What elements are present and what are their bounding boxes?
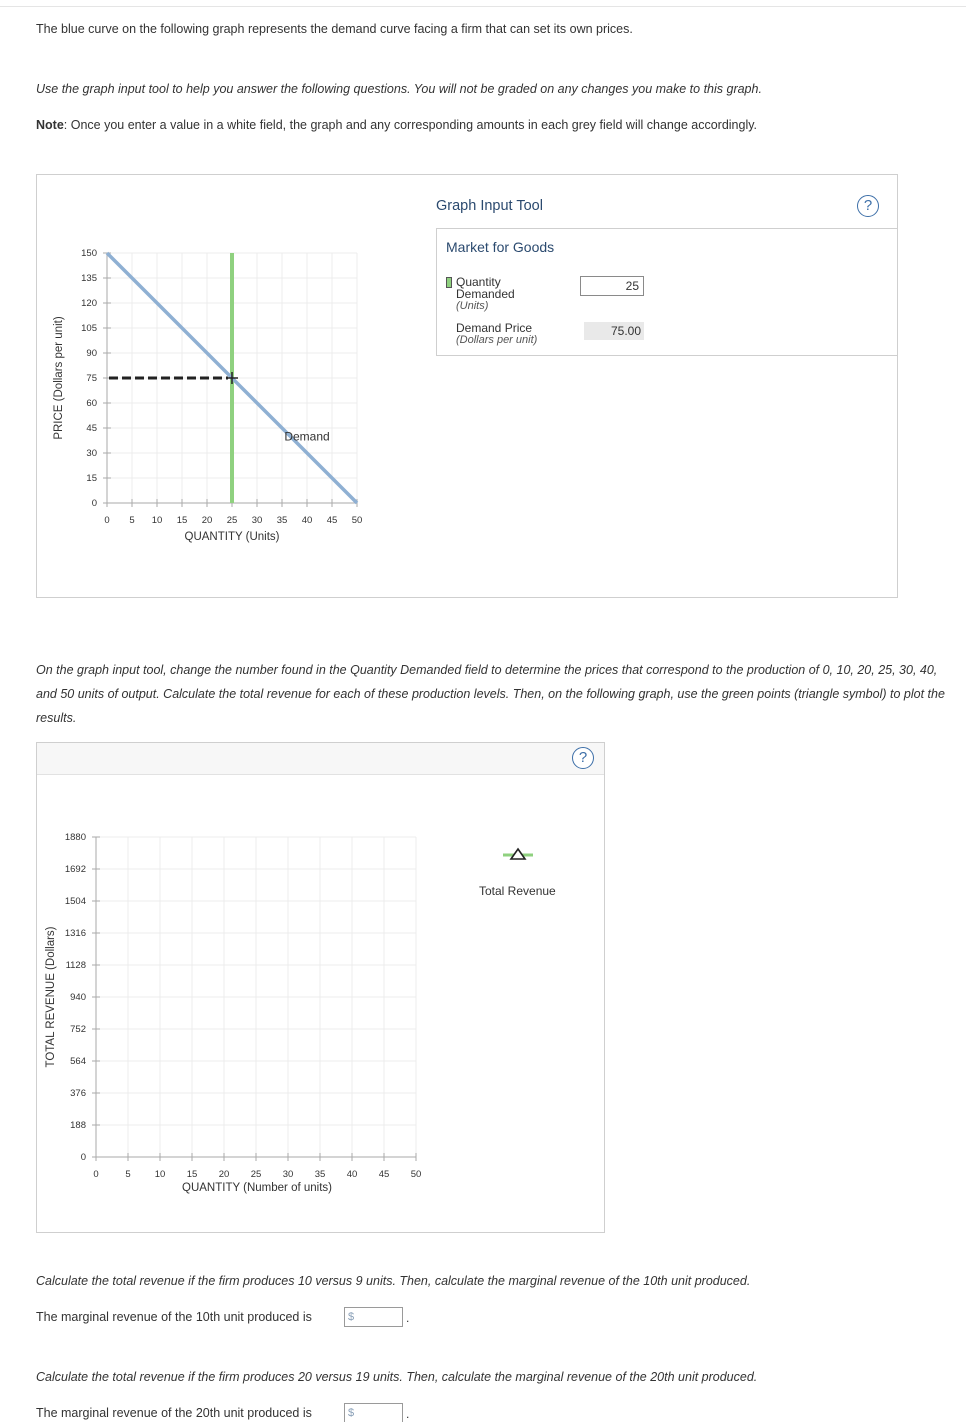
- y-tick-label: 105: [81, 323, 97, 334]
- tr-help-icon[interactable]: ?: [572, 747, 594, 769]
- x-tick-label: 50: [410, 1169, 422, 1180]
- y-tick-label: 15: [86, 473, 97, 484]
- x-tick-label: 10: [151, 515, 163, 526]
- x-tick-label: 45: [326, 515, 338, 526]
- y-tick-label: 1692: [64, 864, 86, 875]
- x-tick-label: 15: [186, 1169, 198, 1180]
- demand-curve-label: Demand: [284, 429, 330, 444]
- graph-input-tool-title: Graph Input Tool: [436, 198, 543, 214]
- y-tick-label: 940: [70, 992, 86, 1003]
- tr-tick-labels: [65, 832, 421, 1180]
- demand-price-unit: (Dollars per unit): [456, 334, 538, 346]
- note-text: [36, 118, 757, 132]
- y-tick-label: 0: [91, 498, 97, 509]
- y-tick-label: 135: [81, 273, 97, 284]
- x-tick-label: 35: [276, 515, 288, 526]
- y-tick-label: 752: [70, 1024, 86, 1035]
- y-tick-label: 1880: [64, 832, 86, 843]
- note-label: Note: [36, 118, 64, 132]
- demand-tick-labels: [81, 248, 362, 526]
- total-revenue-panel-header: [37, 743, 604, 775]
- y-tick-label: 60: [86, 398, 97, 409]
- tr-x-axis-label: QUANTITY (Number of units): [182, 1182, 332, 1194]
- x-tick-label: 20: [201, 515, 213, 526]
- x-tick-label: 0: [93, 1169, 99, 1180]
- tr-grid: [96, 837, 416, 1157]
- top-divider: [0, 6, 966, 7]
- demand-price-label: Demand Price: [456, 321, 533, 335]
- x-tick-label: 0: [104, 515, 110, 526]
- q1-answer-label: The marginal revenue of the 10th unit produced is: [36, 1310, 312, 1324]
- y-tick-label: 1316: [64, 928, 86, 939]
- demand-price-value: 75.00: [584, 322, 644, 340]
- tr-legend-label: Total Revenue: [479, 884, 556, 898]
- y-tick-label: 90: [86, 348, 97, 359]
- mr-20th-input[interactable]: $: [344, 1403, 403, 1422]
- y-tick-label: 150: [81, 248, 97, 259]
- x-tick-label: 10: [154, 1169, 166, 1180]
- tr-axes: [92, 837, 416, 1161]
- mr-10th-input[interactable]: $: [344, 1307, 403, 1327]
- x-tick-label: 30: [282, 1169, 294, 1180]
- x-tick-label: 40: [301, 515, 313, 526]
- quantity-unit: (Units): [456, 300, 489, 312]
- y-tick-label: 120: [81, 298, 97, 309]
- demand-x-axis-label: QUANTITY (Units): [184, 531, 280, 543]
- quantity-label-line1: Quantity: [456, 275, 501, 289]
- y-tick-label: 75: [86, 373, 97, 384]
- help-icon[interactable]: ?: [857, 195, 879, 217]
- y-tick-label: 1128: [65, 960, 86, 971]
- y-tick-label: 0: [80, 1152, 86, 1163]
- x-tick-label: 5: [129, 515, 135, 526]
- x-tick-label: 30: [251, 515, 263, 526]
- x-tick-label: 50: [351, 515, 363, 526]
- y-tick-label: 188: [70, 1120, 86, 1131]
- market-title: Market for Goods: [446, 239, 555, 255]
- plotting-instructions: On the graph input tool, change the number found in the Quantity Demanded field to determine the prices that correspond to the production of 0, 10, 20, 25, 30, 40, and 50 units of output. Calculate the total revenue for each of these production levels. Then, on the following graph, use the green points (triangle symbol) to plot the results.: [36, 663, 945, 725]
- x-tick-label: 35: [314, 1169, 326, 1180]
- x-tick-label: 25: [250, 1169, 262, 1180]
- intro-text: The blue curve on the following graph represents the demand curve facing a firm that can set its own prices.: [36, 22, 633, 36]
- y-tick-label: 30: [86, 448, 97, 459]
- x-tick-label: 25: [226, 515, 238, 526]
- y-tick-label: 1504: [64, 896, 86, 907]
- quantity-demanded-input[interactable]: [580, 276, 644, 296]
- x-tick-label: 40: [346, 1169, 358, 1180]
- x-tick-label: 20: [218, 1169, 230, 1180]
- demand-chart[interactable]: [36, 240, 376, 550]
- x-tick-label: 5: [125, 1169, 131, 1180]
- q2-prompt: Calculate the total revenue if the firm produces 20 versus 19 units. Then, calculate the marginal revenue of the 20th unit produced.: [36, 1370, 758, 1384]
- x-tick-label: 15: [176, 515, 188, 526]
- total-revenue-chart[interactable]: [40, 820, 440, 1205]
- note-body: : Once you enter a value in a white field, the graph and any corresponding amounts in each grey field will change accordingly.: [63, 118, 758, 132]
- q1-prompt: Calculate the total revenue if the firm produces 10 versus 9 units. Then, calculate the marginal revenue of the 10th unit produced.: [36, 1274, 751, 1288]
- y-tick-label: 45: [86, 423, 97, 434]
- y-tick-label: 564: [70, 1056, 86, 1067]
- tr-triangle-icon[interactable]: [503, 846, 533, 862]
- x-tick-label: 45: [378, 1169, 390, 1180]
- q2-period: .: [406, 1407, 410, 1421]
- instructions-text: Use the graph input tool to help you answer the following questions. You will not be graded on any changes you make to this graph.: [36, 82, 762, 96]
- quantity-label-line2: Demanded: [456, 287, 515, 301]
- tr-y-axis-label: TOTAL REVENUE (Dollars): [45, 926, 57, 1068]
- y-tick-label: 376: [70, 1088, 86, 1099]
- q2-answer-label: The marginal revenue of the 20th unit produced is: [36, 1406, 312, 1420]
- quantity-swatch-icon: [446, 277, 452, 288]
- q1-period: .: [406, 1311, 410, 1325]
- demand-y-axis-label: PRICE (Dollars per unit): [53, 316, 65, 440]
